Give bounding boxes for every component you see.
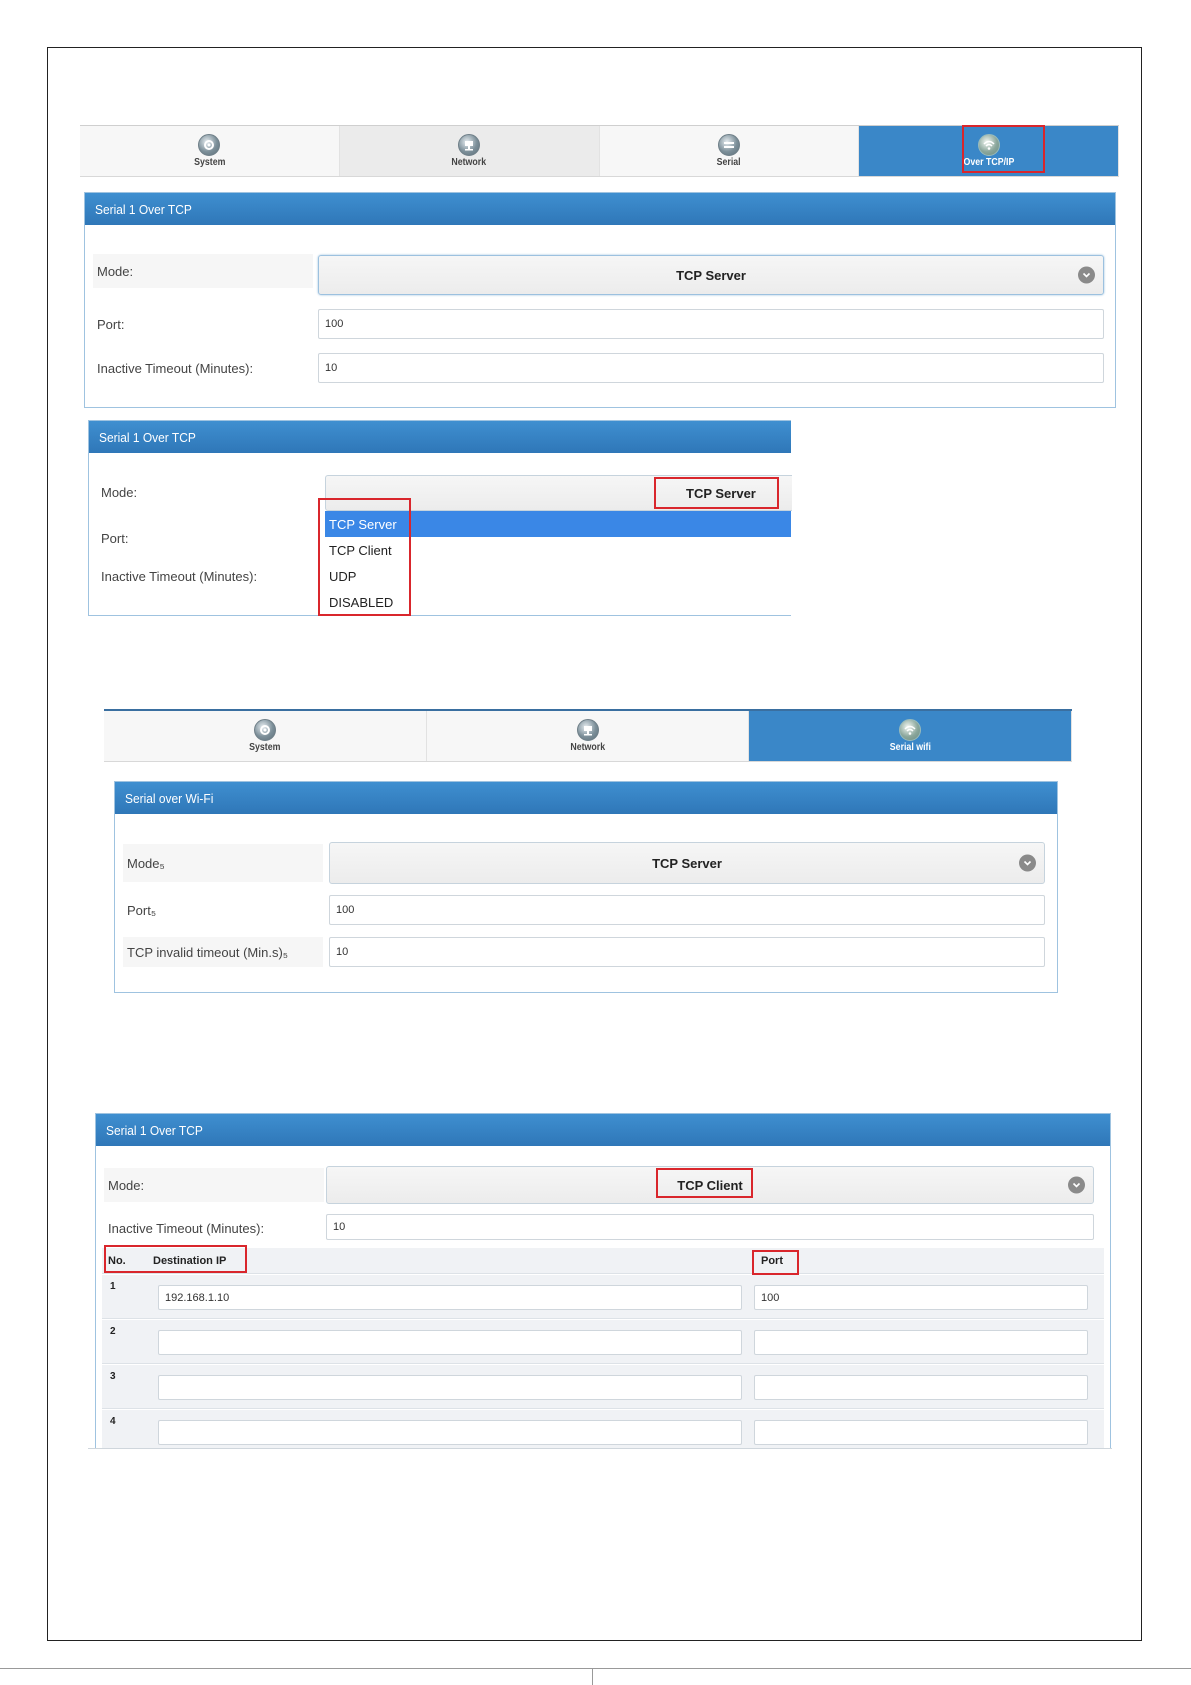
gear-icon [198, 134, 220, 156]
mode-value: TCP Server [676, 267, 746, 283]
tab-system[interactable] [104, 711, 427, 761]
mode-select[interactable] [329, 842, 1045, 884]
row-number: 4 [110, 1416, 116, 1427]
col-destination-ip: Destination IP [153, 1254, 227, 1267]
tab-network[interactable] [427, 711, 750, 761]
destination-ip-input[interactable]: 192.168.1.10 [158, 1285, 742, 1310]
mode-value: TCP Server [652, 855, 722, 871]
highlight-over-tcpip [962, 125, 1045, 173]
timeout-input[interactable]: 10 [326, 1214, 1094, 1240]
row-number: 1 [110, 1281, 116, 1292]
panel-serial-over-tcp-client [95, 1113, 1111, 1448]
mode-select[interactable] [318, 255, 1104, 295]
port-input[interactable]: 100 [329, 895, 1045, 925]
tab-label: System [193, 157, 226, 168]
tab-label: Network [570, 742, 605, 753]
panel4-bottom-edge [88, 1448, 1112, 1449]
timeout-label: Inactive Timeout (Minutes): [97, 360, 254, 376]
tab-serial-wifi[interactable] [749, 711, 1072, 761]
tab-label: Network [451, 157, 487, 168]
port-label: Port₅ [127, 902, 157, 918]
tab-network[interactable] [340, 126, 600, 176]
destination-port-input[interactable]: 100 [754, 1285, 1088, 1310]
chevron-down-icon [1019, 855, 1036, 872]
panel-title: Serial 1 Over TCP [96, 1114, 1110, 1146]
timeout-input[interactable]: 10 [329, 937, 1045, 967]
panel-title: Serial over Wi-Fi [115, 782, 1057, 814]
highlight-mode-value [654, 477, 779, 509]
highlight-tcp-client [656, 1168, 753, 1198]
table-row [102, 1275, 1104, 1319]
tab-label: System [249, 742, 281, 753]
destination-port-input[interactable] [754, 1375, 1088, 1400]
chevron-down-icon [1078, 267, 1095, 284]
timeout-label: Inactive Timeout (Minutes): [101, 568, 258, 584]
option-tcp-client[interactable]: TCP Client [329, 542, 392, 558]
destination-port-input[interactable] [754, 1420, 1088, 1445]
destination-ip-input[interactable] [158, 1420, 742, 1445]
mode-label: Mode₅ [123, 844, 323, 882]
row-number: 2 [110, 1326, 116, 1337]
timeout-label: TCP invalid timeout (Min.s)₅ [123, 937, 323, 967]
table-row [102, 1320, 1104, 1364]
destination-ip-input[interactable] [158, 1330, 742, 1355]
mode-label: Mode: [101, 484, 138, 500]
destination-port-input[interactable] [754, 1330, 1088, 1355]
option-tcp-server[interactable]: TCP Server [325, 511, 791, 537]
mode-value: TCP Client [677, 1177, 743, 1193]
serial-icon [718, 134, 740, 156]
tab-label: Serial [716, 157, 741, 168]
wifi-icon [899, 719, 921, 741]
panel-serial-over-wifi [114, 781, 1058, 993]
tab-label: Serial wifi [889, 742, 931, 753]
mode-label: Mode: [93, 254, 313, 288]
tab-label: Over TCP/IP [963, 157, 1015, 168]
option-udp[interactable]: UDP [329, 568, 357, 584]
page-bottom-strip [0, 1668, 1191, 1685]
panel-serial-over-tcp-server [84, 192, 1116, 408]
chevron-down-icon [1068, 1177, 1085, 1194]
port-input[interactable]: 100 [318, 309, 1104, 339]
mode-value: TCP Server [686, 485, 756, 501]
highlight-no-destination-ip [104, 1245, 247, 1273]
port-label: Port: [101, 530, 129, 546]
row-number: 3 [110, 1371, 116, 1382]
destination-ip-input[interactable] [158, 1375, 742, 1400]
highlight-port-column [752, 1250, 799, 1275]
mode-label: Mode: [104, 1168, 324, 1202]
panel-title: Serial 1 Over TCP [89, 421, 791, 453]
timeout-label: Inactive Timeout (Minutes): [108, 1220, 265, 1236]
tabbar-wifi [104, 709, 1072, 762]
tab-serial[interactable] [600, 126, 860, 176]
col-no: No. [108, 1254, 126, 1267]
port-label: Port: [97, 316, 125, 332]
table-row [102, 1365, 1104, 1409]
option-disabled[interactable]: DISABLED [329, 594, 394, 610]
col-port: Port [761, 1254, 783, 1267]
panel-title: Serial 1 Over TCP [85, 193, 1115, 225]
network-icon [458, 134, 480, 156]
highlight-dropdown-options [318, 498, 411, 616]
tab-system[interactable] [80, 126, 340, 176]
gear-icon [254, 719, 276, 741]
table-row [102, 1410, 1104, 1449]
network-icon [577, 719, 599, 741]
timeout-input[interactable]: 10 [318, 353, 1104, 383]
destination-table-header [102, 1248, 1104, 1274]
